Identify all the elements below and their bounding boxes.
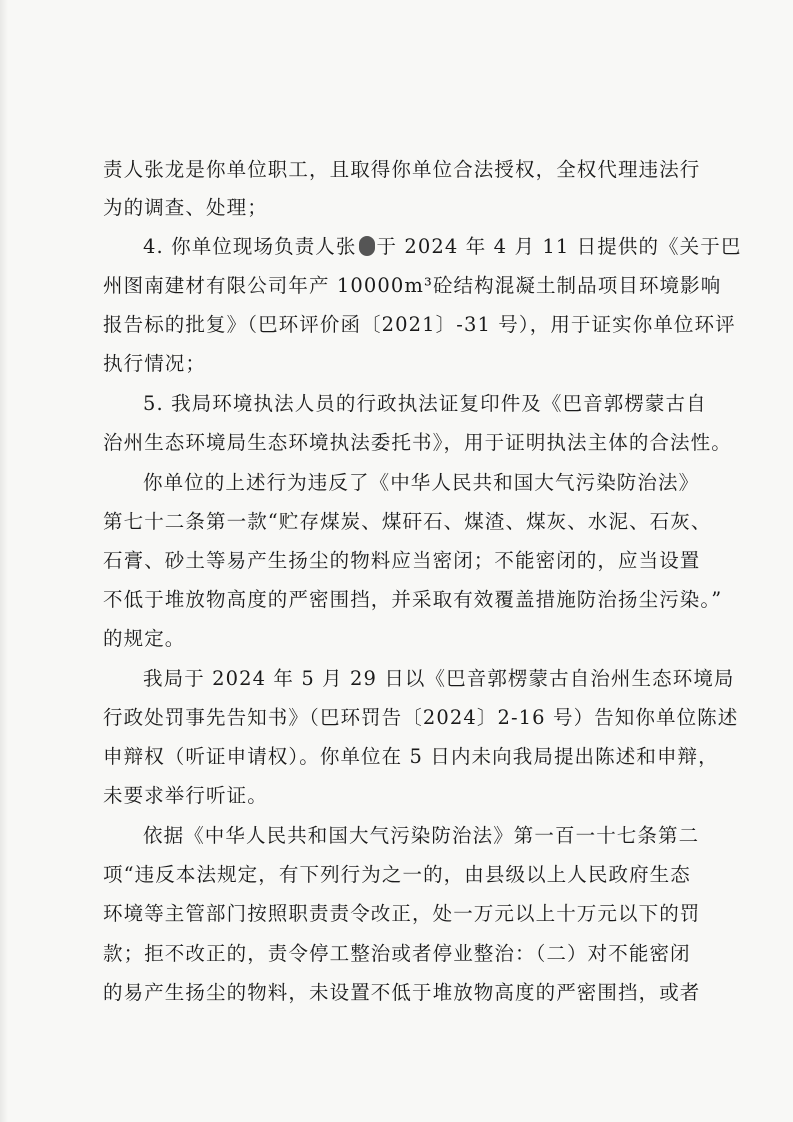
text-line: 5. 我局环境执法人员的行政执法证复印件及《巴音郭楞蒙古自 [143,392,707,415]
text-line: 环境等主管部门按照职责责令改正，处一万元以上十万元以下的罚 [103,902,701,925]
scan-edge [0,0,8,1122]
text-line: 依据《中华人民共和国大气污染防治法》第一百一十七条第二 [143,824,700,847]
text-line: 第七十二条第一款“贮存煤炭、煤矸石、煤渣、煤灰、水泥、石灰、 [103,510,712,533]
text-line: 未要求举行听证。 [103,784,268,807]
text-line: 行政处罚事先告知书》（巴环罚告〔2024〕2-16 号）告知你单位陈述 [103,706,739,729]
text-line: 的易产生扬尘的物料，未设置不低于堆放物高度的严密围挡，或者 [103,981,701,1004]
text-line-part: 于 2024 年 4 月 11 日提供的《关于巴 [376,235,742,258]
text-line: 州图南建材有限公司年产 10000m³砼结构混凝土制品项目环境影响 [103,274,722,297]
text-line: 为的调查、处理； [103,196,268,219]
text-line: 石膏、砂土等易产生扬尘的物料应当密闭；不能密闭的，应当设置 [103,549,701,572]
text-line: 你单位的上述行为违反了《中华人民共和国大气污染防治法》 [143,471,700,494]
text-line: 执行情况； [103,352,207,375]
text-line: 治州生态环境局生态环境执法委托书》，用于证明执法主体的合法性。 [103,431,732,454]
redaction-mark [359,236,375,256]
text-line-item-4 [143,235,742,259]
text-line: 的规定。 [103,627,186,650]
text-line: 申辩权（听证申请权）。你单位在 5 日内未向我局提出陈述和申辩， [103,745,719,768]
text-line: 报告标的批复》（巴环评价函〔2021〕-31 号），用于证实你单位环评 [103,313,736,336]
text-line: 款；拒不改正的，责令停工整治或者停业整治：（二）对不能密闭 [103,942,691,965]
text-line: 不低于堆放物高度的严密围挡，并采取有效覆盖措施防治扬尘污染。” [103,588,723,611]
text-line: 我局于 2024 年 5 月 29 日以《巴音郭楞蒙古自治州生态环境局 [143,667,735,690]
text-line: 责人张龙是你单位职工，且取得你单位合法授权，全权代理违法行 [103,158,701,181]
text-line-part: 4. 你单位现场负责人张 [143,235,357,258]
text-line: 项“违反本法规定，有下列行为之一的，由县级以上人民政府生态 [103,863,691,886]
